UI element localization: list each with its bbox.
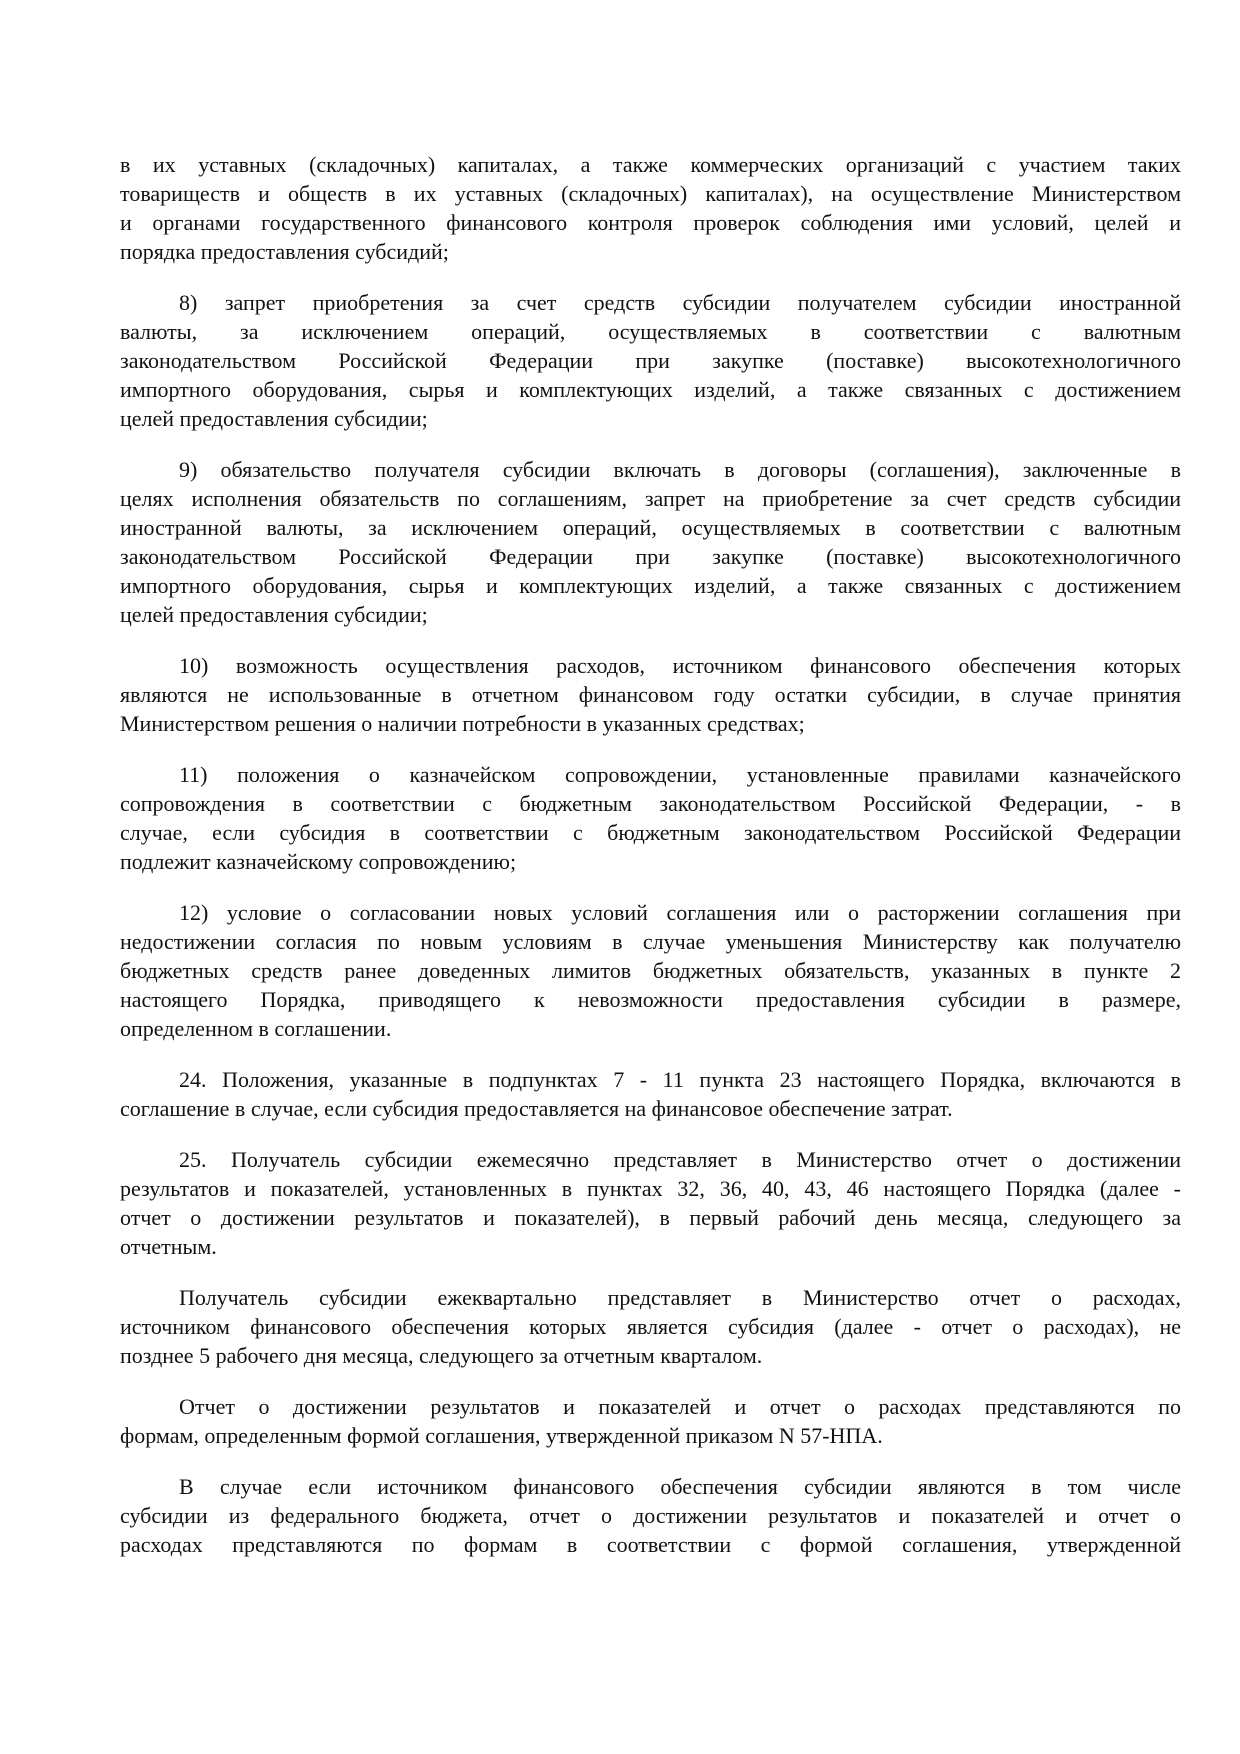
text-line: в их уставных (складочных) капиталах, а также коммерческих организаций с участием таких (120, 152, 1181, 177)
paragraph (120, 651, 1181, 738)
paragraph (120, 1065, 1181, 1123)
text-line: иностранной валюты, за исключением операций, осуществляемых в соответствии с валютным (120, 515, 1181, 540)
text-line: 11) положения о казначейском сопровождении, установленные правилами казначейского (179, 762, 1181, 787)
text-line: импортного оборудования, сырья и комплектующих изделий, а также связанных с достижением (120, 377, 1181, 402)
text-line: законодательством Российской Федерации при закупке (поставке) высокотехнологичного (120, 348, 1181, 373)
text-line: бюджетных средств ранее доведенных лимитов бюджетных обязательств, указанных в пункте 2 (120, 958, 1181, 983)
text-line: целей предоставления субсидии; (120, 602, 428, 627)
text-line: целях исполнения обязательств по соглашениям, запрет на приобретение за счет средств субсидии (120, 486, 1181, 511)
text-line: отчет о достижении результатов и показателей), в первый рабочий день месяца, следующего за (120, 1205, 1181, 1230)
text-line: случае, если субсидия в соответствии с бюджетным законодательством Российской Федерации (120, 820, 1181, 845)
text-line: Министерством решения о наличии потребности в указанных средствах; (120, 711, 805, 736)
paragraph (120, 288, 1181, 433)
text-line: 9) обязательство получателя субсидии включать в договоры (соглашения), заключенные в (179, 457, 1181, 482)
text-line: результатов и показателей, установленных в пунктах 32, 36, 40, 43, 46 настоящего Порядка (далее - (120, 1176, 1181, 1201)
text-line: В случае если источником финансового обеспечения субсидии являются в том числе (179, 1474, 1181, 1499)
text-line: Получатель субсидии ежеквартально представляет в Министерство отчет о расходах, (179, 1285, 1181, 1310)
paragraph (120, 1472, 1181, 1559)
text-line: недостижении согласия по новым условиям в случае уменьшения Министерству как получателю (120, 929, 1181, 954)
text-line: отчетным. (120, 1234, 217, 1259)
paragraph (120, 1145, 1181, 1261)
text-line: определенном в соглашении. (120, 1016, 392, 1041)
text-line: 12) условие о согласовании новых условий соглашения или о расторжении соглашения при (179, 900, 1181, 925)
text-line: товариществ и обществ в их уставных (складочных) капиталах), на осуществление Министерством (120, 181, 1181, 206)
text-line: 10) возможность осуществления расходов, источником финансового обеспечения которых (179, 653, 1181, 678)
document-page (120, 150, 1181, 1581)
text-line: соглашение в случае, если субсидия предоставляется на финансовое обеспечение затрат. (120, 1096, 953, 1121)
text-line: сопровождения в соответствии с бюджетным законодательством Российской Федерации, - в (120, 791, 1181, 816)
text-line: 24. Положения, указанные в подпунктах 7 - 11 пункта 23 настоящего Порядка, включаются в (179, 1067, 1181, 1092)
text-line: порядка предоставления субсидий; (120, 239, 449, 264)
text-line: источником финансового обеспечения которых является субсидия (далее - отчет о расходах), не (120, 1314, 1181, 1339)
text-line: являются не использованные в отчетном финансовом году остатки субсидии, в случае принятия (120, 682, 1181, 707)
text-line: 8) запрет приобретения за счет средств субсидии получателем субсидии иностранной (179, 290, 1181, 315)
text-line: субсидии из федерального бюджета, отчет о достижении результатов и показателей и отчет о (120, 1503, 1181, 1528)
text-line: настоящего Порядка, приводящего к невозможности предоставления субсидии в размере, (120, 987, 1181, 1012)
text-line: 25. Получатель субсидии ежемесячно представляет в Министерство отчет о достижении (179, 1147, 1181, 1172)
text-line: и органами государственного финансового контроля проверок соблюдения ими условий, целей и (120, 210, 1181, 235)
paragraph (120, 898, 1181, 1043)
text-line: расходах представляются по формам в соответствии с формой соглашения, утвержденной (120, 1532, 1181, 1557)
paragraph (120, 150, 1181, 266)
text-line: валюты, за исключением операций, осуществляемых в соответствии с валютным (120, 319, 1181, 344)
text-line: подлежит казначейскому сопровождению; (120, 849, 517, 874)
text-line: импортного оборудования, сырья и комплектующих изделий, а также связанных с достижением (120, 573, 1181, 598)
paragraph (120, 1283, 1181, 1370)
text-line: формам, определенным формой соглашения, утвержденной приказом N 57-НПА. (120, 1423, 883, 1448)
text-line: законодательством Российской Федерации при закупке (поставке) высокотехнологичного (120, 544, 1181, 569)
paragraph (120, 1392, 1181, 1450)
text-line: целей предоставления субсидии; (120, 406, 428, 431)
text-line: позднее 5 рабочего дня месяца, следующего за отчетным кварталом. (120, 1343, 763, 1368)
paragraph (120, 760, 1181, 876)
text-line: Отчет о достижении результатов и показателей и отчет о расходах представляются по (179, 1394, 1181, 1419)
paragraph (120, 455, 1181, 629)
